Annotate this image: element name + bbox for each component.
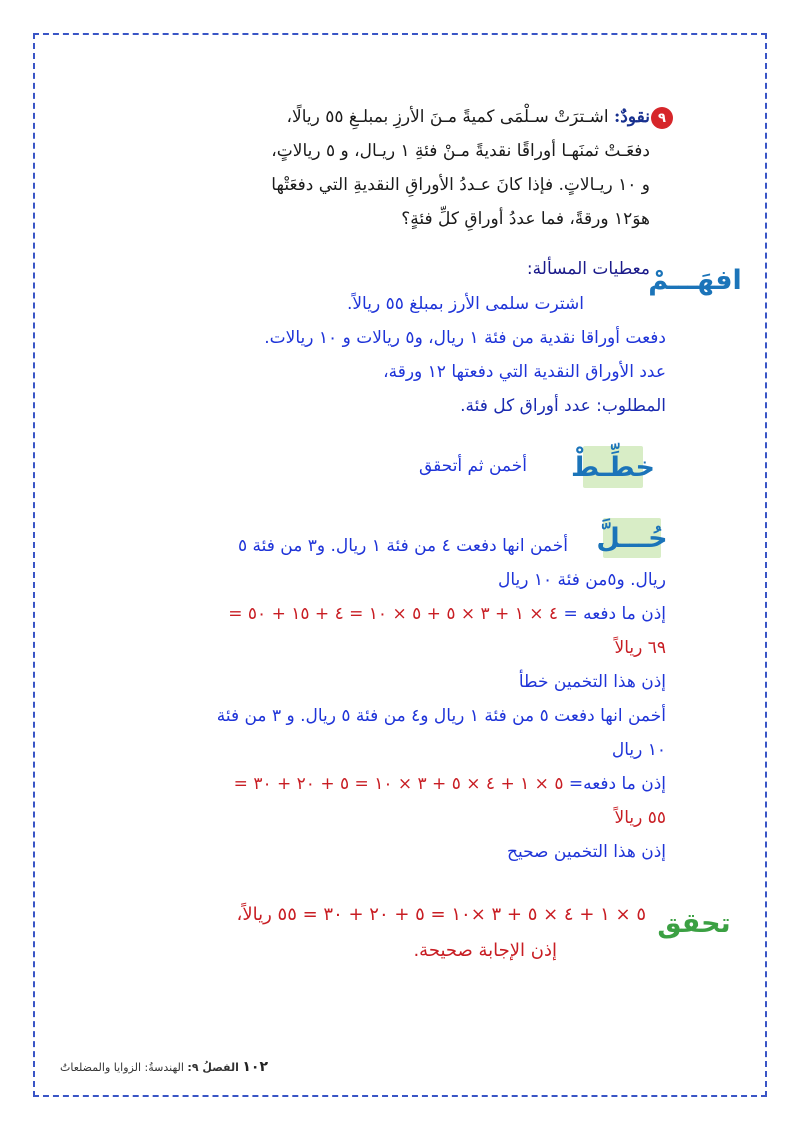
understand-line-3: عدد الأوراق النقدية التي دفعتها ١٢ ورقة، xyxy=(383,362,666,382)
page-number: ١٠٢ xyxy=(242,1059,268,1075)
understand-line-1: اشترت سلمى الأرز بمبلغ ٥٥ ريالاً. xyxy=(346,294,584,314)
problem-line-4: هوَ١٢ ورقةً، فما عددُ أوراقِ كلِّ فئةٍ؟ xyxy=(401,209,650,229)
check-line-1: ٥ × ١ + ٤ × ٥ + ٣ ×١٠ = ٥ + ٢٠ + ٣٠ = ٥٥ ريالاً، xyxy=(236,904,646,925)
problem-line-1: نقودٌ: اشـترَتْ سـلْمَى كميةً مـنَ الأرزِ بمبلـغِ ٥٥ ريالًا، xyxy=(286,107,650,127)
solve-line-4: ٦٩ ريالاً xyxy=(614,638,666,658)
understand-label: افهَـــمْ xyxy=(648,264,742,296)
understand-line-2: دفعت أوراقا نقدية من فئة ١ ريال، و٥ ريالات و ١٠ ريالات. xyxy=(264,328,666,348)
check-label xyxy=(658,905,730,941)
understand-heading: معطيات المسألة: xyxy=(526,259,650,279)
problem-line-2: دفعَـتْ ثمنَهـا أوراقًا نقديةً مـنْ فئةِ ١ ريـال، و ٥ ريالاتٍ، xyxy=(271,141,650,161)
solve-line-5: إذن هذا التخمين خطأ xyxy=(518,672,666,692)
solve-line-1: أخمن انها دفعت ٤ من فئة ١ ريال. و٣ من فئة ٥ xyxy=(237,536,568,556)
footer-chapter: الفصلُ ٩: xyxy=(187,1061,239,1074)
understand-line-4: المطلوب: عدد أوراق كل فئة. xyxy=(460,396,666,416)
plan-text: أخمن ثم أتحقق xyxy=(418,456,527,476)
solve-label: حُـــلَّ xyxy=(603,518,661,558)
solve-line-10: إذن هذا التخمين صحيح xyxy=(506,842,666,862)
footer-title: الهندسةُ: الزوايا والمضلعاتُ xyxy=(60,1061,184,1074)
problem-title: نقودٌ: xyxy=(614,107,650,127)
solve-line-8: إذن ما دفعه= ٥ × ١ + ٤ × ٥ + ٣ × ١٠ = ٥ + ٢٠ + ٣٠ = xyxy=(233,774,666,794)
solve-line-9: ٥٥ ريالاً xyxy=(614,808,666,828)
problem-number-badge: ٩ xyxy=(651,107,673,129)
check-line-2: إذن الإجابة صحيحة. xyxy=(413,940,557,961)
check-label-text: تحقق xyxy=(657,907,731,939)
problem-line-3: و ١٠ ريـالاتٍ. فإذا كانَ عـددُ الأوراقِ النقديةِ التي دفعَتْها xyxy=(271,175,650,195)
solve-line-3: إذن ما دفعه = ٤ × ١ + ٣ × ٥ + ٥ × ١٠ = ٤ + ١٥ + ٥٠ = xyxy=(228,604,666,624)
page-footer xyxy=(60,1059,268,1075)
plan-label: خطِّـطْ xyxy=(583,446,643,488)
solve-line-2: ريال. و٥من فئة ١٠ ريال xyxy=(497,570,666,590)
solve-line-6: أخمن انها دفعت ٥ من فئة ١ ريال و٤ من فئة ٥ ريال. و ٣ من فئة xyxy=(216,706,666,726)
solve-line-7: ١٠ ريال xyxy=(611,740,666,760)
